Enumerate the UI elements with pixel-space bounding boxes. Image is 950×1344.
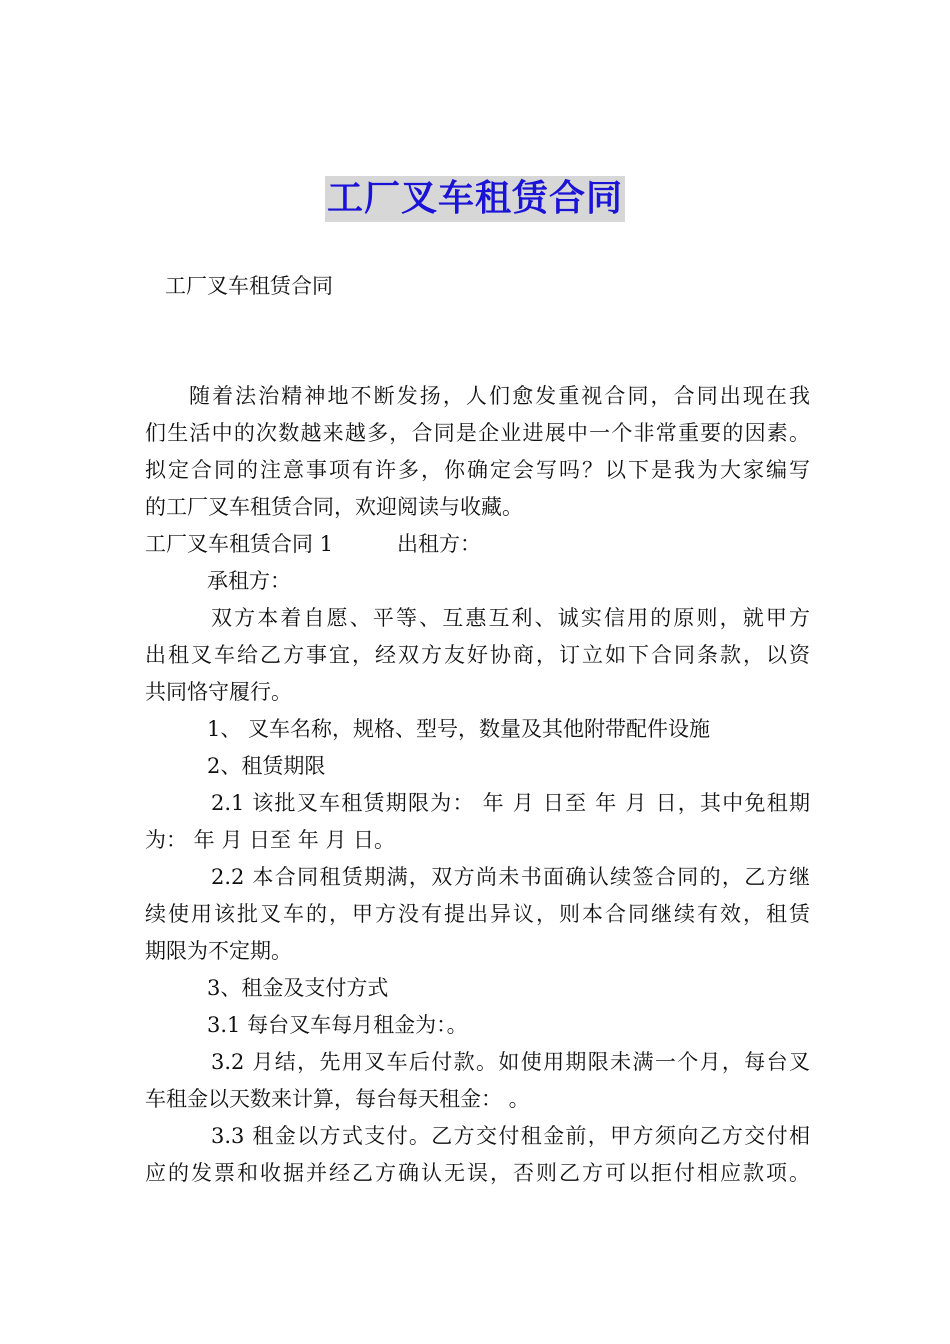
document-title-text: 工厂叉车租赁合同: [325, 176, 625, 222]
intro-line-4: 的工厂叉车租赁合同，欢迎阅读与收藏。: [145, 495, 523, 519]
principle-line-1: 双方本着自愿、平等、互惠互利、诚实信用的原则，就甲方: [211, 606, 810, 630]
lessee-label: 承租方：: [207, 569, 291, 593]
clause-2-2-line-3: 期限为不定期。: [145, 939, 292, 963]
contract-heading: 工厂叉车租赁合同 1: [145, 532, 334, 556]
clause-2-1-line-1: 2.1 该批叉车租赁期限为： 年 月 日至 年 月 日，其中免租期: [211, 791, 810, 815]
contract-heading-row: [145, 530, 810, 558]
intro-line-1: 随着法治精神地不断发扬，人们愈发重视合同，合同出现在我: [189, 384, 810, 408]
clause-2-2-line-2: 续使用该批叉车的，甲方没有提出异议，则本合同继续有效，租赁: [145, 902, 810, 926]
principle-line-3: 共同恪守履行。: [145, 680, 292, 704]
clause-2-1-line-2: 为： 年 月 日至 年 月 日。: [145, 828, 396, 852]
clause-3-2-line-1: 3.2 月结，先用叉车后付款。如使用期限未满一个月，每台叉: [211, 1050, 810, 1074]
clause-2-2-line-1: 2.2 本合同租赁期满，双方尚未书面确认续签合同的，乙方继: [211, 865, 810, 889]
clause-3-3-line-2: 应的发票和收据并经乙方确认无误，否则乙方可以拒付相应款项。: [145, 1161, 810, 1185]
subtitle: 工厂叉车租赁合同: [165, 274, 333, 298]
section-2-heading: 2、租赁期限: [207, 754, 326, 778]
intro-line-3: 拟定合同的注意事项有许多，你确定会写吗？以下是我为大家编写: [145, 458, 810, 482]
section-3-heading: 3、租金及支付方式: [207, 976, 389, 1000]
clause-3-1: 3.1 每台叉车每月租金为：。: [207, 1013, 468, 1037]
clause-3-3-line-1: 3.3 租金以方式支付。乙方交付租金前，甲方须向乙方交付相: [211, 1124, 810, 1148]
lessor-label: 出租方：: [397, 532, 482, 556]
clause-3-2-line-2: 车租金以天数来计算，每台每天租金： 。: [145, 1087, 530, 1111]
document-title: [0, 176, 950, 222]
intro-line-2: 们生活中的次数越来越多，合同是企业进展中一个非常重要的因素。: [145, 421, 810, 445]
section-1-heading: 1、 叉车名称，规格、型号，数量及其他附带配件设施: [207, 717, 711, 741]
principle-line-2: 出租叉车给乙方事宜，经双方友好协商，订立如下合同条款，以资: [145, 643, 810, 667]
